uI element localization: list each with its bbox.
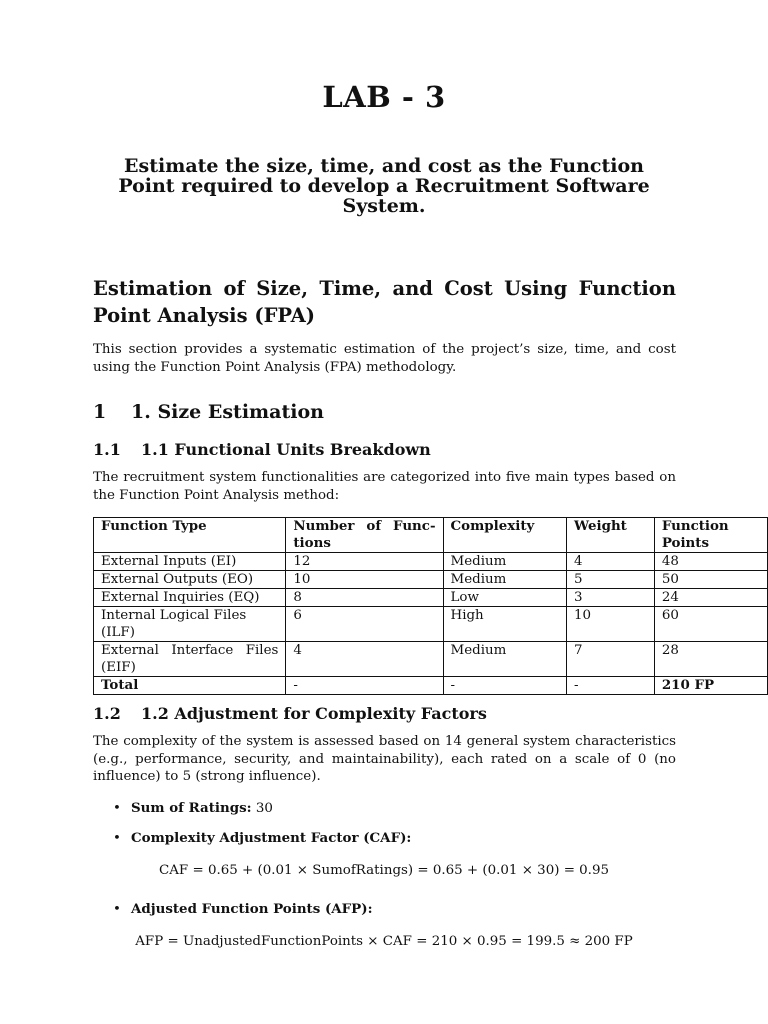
heading-text: 1.1 Functional Units Breakdown [141, 440, 431, 459]
lab-title: LAB - 3 [322, 80, 446, 114]
bullet-label: Adjusted Function Points (AFP): [131, 901, 373, 917]
cell-function-type: Internal Logical Files (ILF) [94, 607, 286, 642]
caf-equation: CAF = 0.65 + (0.01 × SumofRatings) = 0.65 + (0.01 × 30) = 0.95 [159, 863, 609, 878]
table-row [94, 571, 768, 589]
heading-text: 1. Size Estimation [131, 401, 324, 423]
cell-complexity: Medium [443, 642, 567, 677]
heading-text: 1.2 Adjustment for Complexity Factors [141, 704, 487, 723]
cell-complexity: Low [443, 589, 567, 607]
heading-number: 1.2 [93, 704, 121, 723]
functional-units-paragraph: The recruitment system functionalities are categorized into five main types based on the Function Point Analysis method: [93, 470, 676, 503]
bullet-dot: • [113, 801, 121, 816]
table-row [94, 607, 768, 642]
cell-function-type: External Interface Files (EIF) [94, 642, 286, 677]
table-row [94, 642, 768, 677]
heading-complexity-adjustment [93, 704, 487, 723]
intro-paragraph: This section provides a systematic estimation of the project’s size, time, and cost using the Function Point Analysis (FPA) methodology. [93, 342, 676, 375]
cell-number: 8 [286, 589, 443, 607]
cell-number: 10 [286, 571, 443, 589]
cell-complexity: Medium [443, 571, 567, 589]
afp-equation: AFP = UnadjustedFunctionPoints × CAF = 210 × 0.95 = 199.5 ≈ 200 FP [135, 934, 633, 949]
header-weight: Weight [567, 518, 655, 553]
function-points-table [93, 517, 768, 695]
heading-functional-units [93, 440, 431, 459]
cell-weight: - [567, 677, 655, 695]
cell-total-function-points: 210 FP [654, 677, 767, 695]
cell-function-type: External Outputs (EO) [94, 571, 286, 589]
cell-number: 6 [286, 607, 443, 642]
cell-complexity: - [443, 677, 567, 695]
cell-total-label: Total [94, 677, 286, 695]
bullet-caf [113, 830, 411, 846]
cell-function-points: 24 [654, 589, 767, 607]
bullet-afp [113, 901, 373, 917]
cell-function-type: External Inquiries (EQ) [94, 589, 286, 607]
cell-number: 4 [286, 642, 443, 677]
header-number-of-functions: Number of Func- tions [286, 518, 443, 553]
bullet-sum-of-ratings [113, 800, 273, 816]
cell-weight: 7 [567, 642, 655, 677]
header-function-points: Function Points [654, 518, 767, 553]
heading-size-estimation [93, 401, 324, 423]
bullet-label: Sum of Ratings: [131, 800, 252, 816]
table-row [94, 589, 768, 607]
cell-weight: 4 [567, 553, 655, 571]
complexity-paragraph: The complexity of the system is assessed based on 14 general system characteristics (e.g., performance, security, and maintainability), each rated on a scale of 0 (no influence) to 5 (strong influence). [93, 734, 676, 784]
heading-number: 1 [93, 401, 107, 423]
header-complexity: Complexity [443, 518, 567, 553]
bullet-dot: • [113, 831, 121, 846]
table-row [94, 553, 768, 571]
cell-weight: 10 [567, 607, 655, 642]
cell-weight: 5 [567, 571, 655, 589]
cell-function-points: 28 [654, 642, 767, 677]
bullet-label: Complexity Adjustment Factor (CAF): [131, 830, 412, 846]
cell-number: - [286, 677, 443, 695]
table-total-row [94, 677, 768, 695]
cell-function-points: 48 [654, 553, 767, 571]
cell-function-points: 50 [654, 571, 767, 589]
bullet-dot: • [113, 902, 121, 917]
cell-weight: 3 [567, 589, 655, 607]
document-subtitle: Estimate the size, time, and cost as the Function Point required to develop a Recruitment Software System. [118, 155, 650, 217]
section-title: Estimation of Size, Time, and Cost Using Function Point Analysis (FPA) [93, 277, 676, 327]
cell-complexity: Medium [443, 553, 567, 571]
cell-function-points: 60 [654, 607, 767, 642]
bullet-value: 30 [255, 801, 273, 816]
cell-complexity: High [443, 607, 567, 642]
header-function-type: Function Type [94, 518, 286, 553]
table-header-row [94, 518, 768, 553]
cell-function-type: External Inputs (EI) [94, 553, 286, 571]
cell-number: 12 [286, 553, 443, 571]
heading-number: 1.1 [93, 440, 121, 459]
